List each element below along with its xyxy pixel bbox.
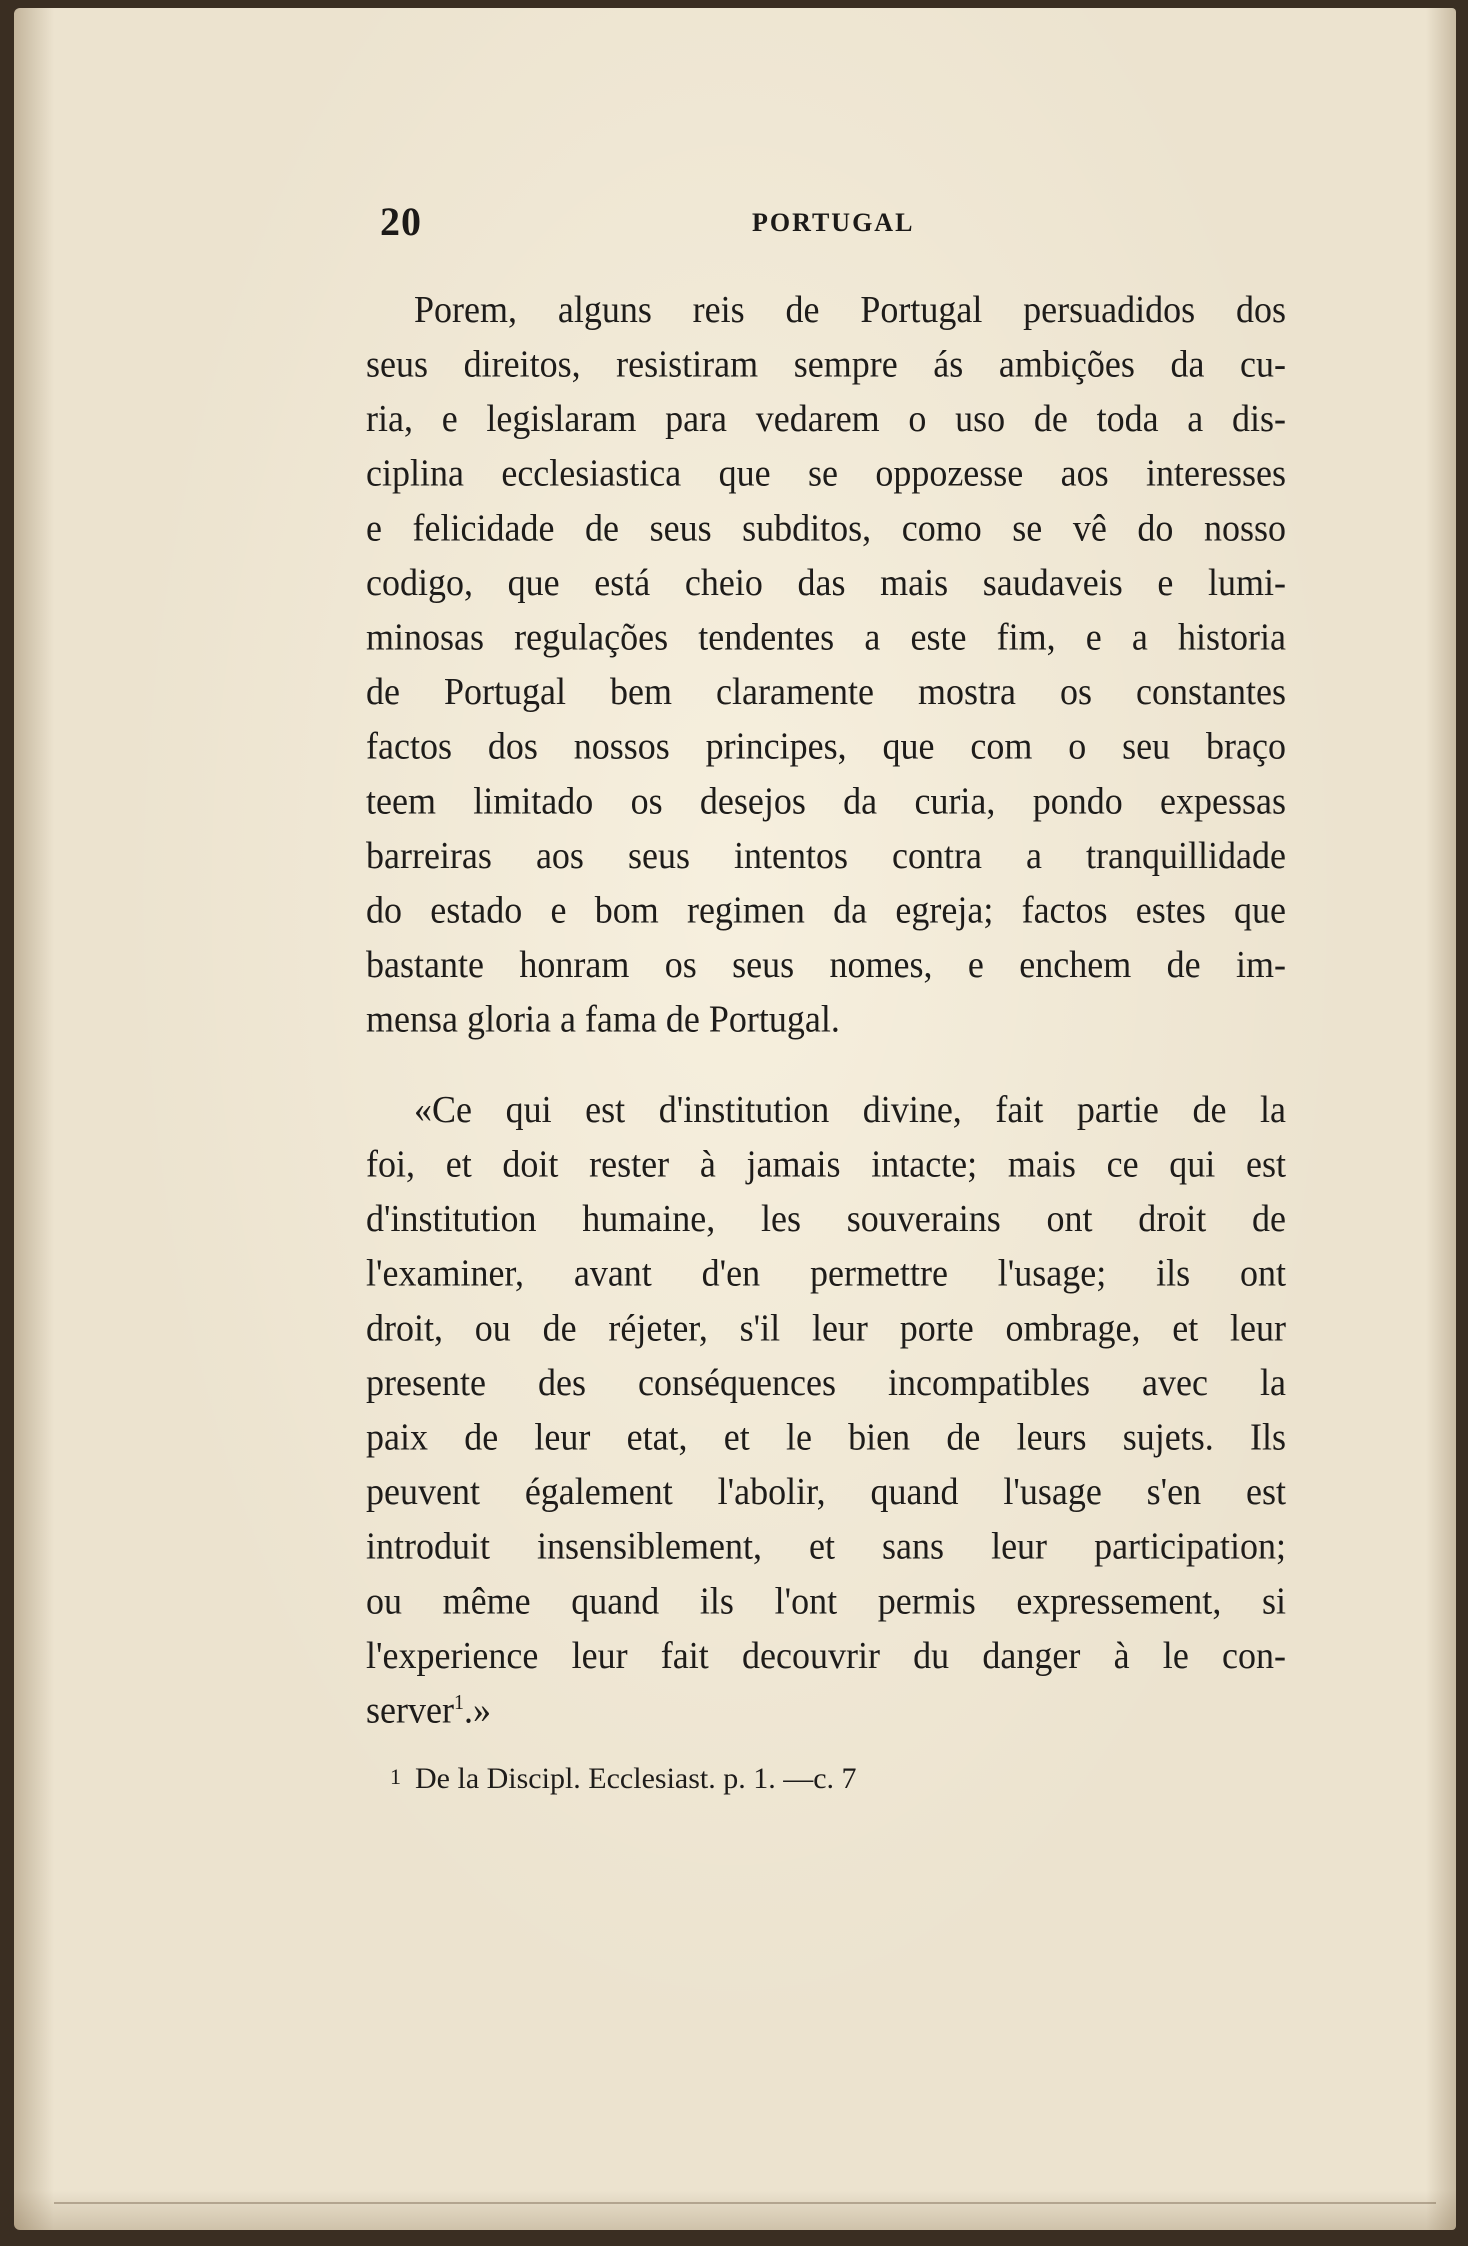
text-line: seus direitos, resistiram sempre ás ambições da cu- [366, 342, 1286, 385]
text-line: paix de leur etat, et le bien de leurs sujets. Ils [366, 1415, 1286, 1458]
footnote-marker: 1 [390, 1764, 401, 1789]
text-line-final [366, 1683, 1286, 1738]
text-line: peuvent également l'abolir, quand l'usage s'en est [366, 1470, 1286, 1513]
footnote-text: De la Discipl. Ecclesiast. p. 1. —c. 7 [415, 1762, 857, 1795]
text-line: barreiras aos seus intentos contra a tranquillidade [366, 834, 1286, 877]
text-line: presente des conséquences incompatibles avec la [366, 1361, 1286, 1404]
text-line: mensa gloria a fama de Portugal. [366, 998, 840, 1041]
text-line: de Portugal bem claramente mostra os constantes [366, 670, 1286, 713]
text-line: do estado e bom regimen da egreja; factos estes que [366, 888, 1286, 931]
text-line: ria, e legislaram para vedarem o uso de toda a dis- [366, 397, 1286, 440]
closing-quote: .» [463, 1688, 491, 1731]
text-line: factos dos nossos principes, que com o seu braço [366, 725, 1286, 768]
footnote-reference: 1 [453, 1691, 464, 1715]
page-header [366, 198, 1286, 248]
page-edge-line [54, 2202, 1436, 2204]
text-line: bastante honram os seus nomes, e enchem de im- [366, 943, 1286, 986]
text-line: «Ce qui est d'institution divine, fait partie de la [414, 1088, 1286, 1131]
text-line: foi, et doit rester à jamais intacte; mais ce qui est [366, 1142, 1286, 1185]
text-line: introduit insensiblement, et sans leur participation; [366, 1525, 1286, 1568]
text-line: l'experience leur fait decouvrir du danger à le con- [366, 1634, 1286, 1677]
page-number: 20 [380, 199, 422, 244]
running-head: PORTUGAL [752, 208, 915, 237]
text-line: ou même quand ils l'ont permis expressement, si [366, 1579, 1286, 1622]
text-line: teem limitado os desejos da curia, pondo expessas [366, 779, 1286, 822]
text-line: Porem, alguns reis de Portugal persuadidos dos [414, 288, 1286, 331]
text-line: l'examiner, avant d'en permettre l'usage; ils ont [366, 1252, 1286, 1295]
text-line: codigo, que está cheio das mais saudaveis e lumi- [366, 561, 1286, 604]
paragraph-portuguese [366, 282, 1286, 1046]
text-line: d'institution humaine, les souverains ont droit de [366, 1197, 1286, 1240]
final-word: server [366, 1688, 454, 1731]
paragraph-french-quote [366, 1082, 1286, 1737]
text-line: droit, ou de réjeter, s'il leur porte ombrage, et leur [366, 1306, 1286, 1349]
footnote [390, 1762, 857, 1796]
text-line: minosas regulações tendentes a este fim, e a historia [366, 615, 1286, 658]
text-line: ciplina ecclesiastica que se oppozesse aos interesses [366, 452, 1286, 495]
text-line: e felicidade de seus subditos, como se vê do nosso [366, 506, 1286, 549]
